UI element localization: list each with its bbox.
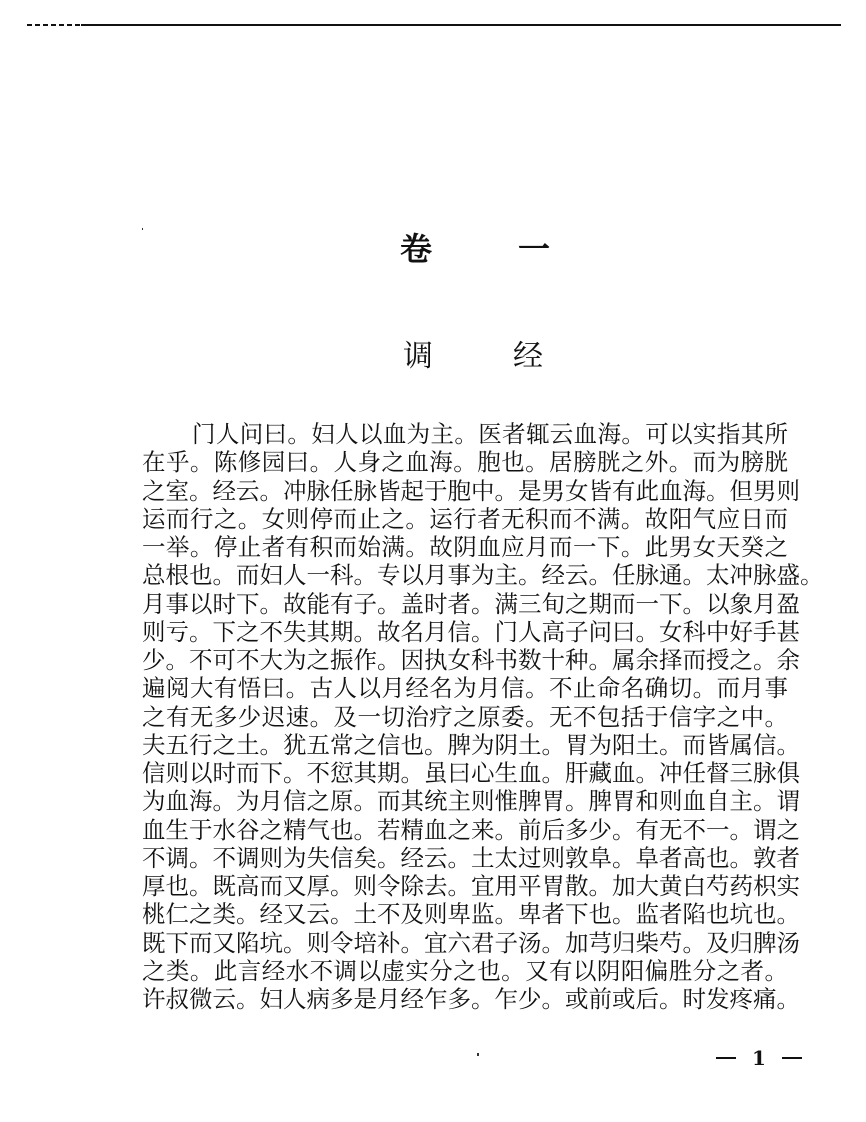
scan-speck: [142, 228, 143, 230]
page-number-value: 1: [752, 1046, 766, 1070]
text-line: 则亏。下之不失其期。故名月信。门人高子问曰。女科中好手甚: [142, 617, 800, 646]
text-line: 总根也。而妇人一科。专以月事为主。经云。任脉通。太冲脉盛。: [142, 561, 824, 590]
text-line: 信则以时而下。不愆其期。虽曰心生血。肝藏血。冲任督三脉俱: [142, 759, 800, 787]
body-text: [142, 420, 824, 1013]
text-line: 运而行之。女则停而止之。运行者无积而不满。故阳气应日而: [142, 504, 788, 533]
text-line: 血生于水谷之精气也。若精血之来。前后多少。有无不一。谓之: [142, 815, 800, 844]
header-rule-broken-segment: [27, 24, 81, 26]
section-title-char: 经: [513, 339, 543, 374]
text-line: 夫五行之土。犹五常之信也。脾为阴土。胃为阳土。而皆属信。: [142, 730, 800, 759]
page-number: [716, 1046, 802, 1070]
chapter-title-char: 卷: [400, 230, 433, 268]
page-number-dash: [716, 1057, 736, 1059]
text-line: 为血海。为月信之原。而其统主则惟脾胃。脾胃和则血自主。谓: [142, 787, 800, 816]
section-title: [403, 338, 543, 376]
header-rule: [27, 24, 841, 26]
text-line: 门人问曰。妇人以血为主。医者辄云血海。可以实指其所: [192, 420, 788, 448]
text-line: 许叔微云。妇人病多是月经乍多。乍少。或前或后。时发疼痛。: [142, 985, 800, 1013]
text-line: 在乎。陈修园曰。人身之血海。胞也。居膀胱之外。而为膀胱: [142, 448, 788, 477]
text-line: 之有无多少迟速。及一切治疗之原委。无不包括于信字之中。: [142, 702, 788, 731]
scan-speck: [477, 1053, 479, 1056]
text-line: 既下而又陷坑。则令培补。宜六君子汤。加芎归柴芍。及归脾汤: [142, 928, 800, 957]
text-line: 之室。经云。冲脉任脉皆起于胞中。是男女皆有此血海。但男则: [142, 476, 800, 505]
text-line: 桃仁之类。经又云。土不及则卑监。卑者下也。监者陷也坑也。: [142, 900, 800, 929]
text-line: 一举。停止者有积而始满。故阴血应月而一下。此男女天癸之: [142, 533, 788, 561]
text-line: 月事以时下。故能有子。盖时者。满三旬之期而一下。以象月盈: [142, 589, 800, 618]
text-line: 遍阅大有悟曰。古人以月经名为月信。不止命名确切。而月事: [142, 674, 788, 703]
text-line: 不调。不调则为失信矣。经云。土太过则敦阜。阜者高也。敦者: [142, 843, 800, 872]
text-line: 少。不可不大为之振作。因执女科书数十种。属余择而授之。余: [142, 646, 800, 674]
section-title-char: 调: [403, 339, 433, 374]
chapter-title: [400, 230, 550, 268]
text-line: 厚也。既高而又厚。则令除去。宜用平胃散。加大黄白芍药枳实: [142, 872, 800, 900]
page-number-dash: [782, 1057, 802, 1059]
chapter-title-char: 一: [517, 230, 550, 268]
text-line: 之类。此言经水不调以虚实分之也。又有以阴阳偏胜分之者。: [142, 956, 788, 985]
